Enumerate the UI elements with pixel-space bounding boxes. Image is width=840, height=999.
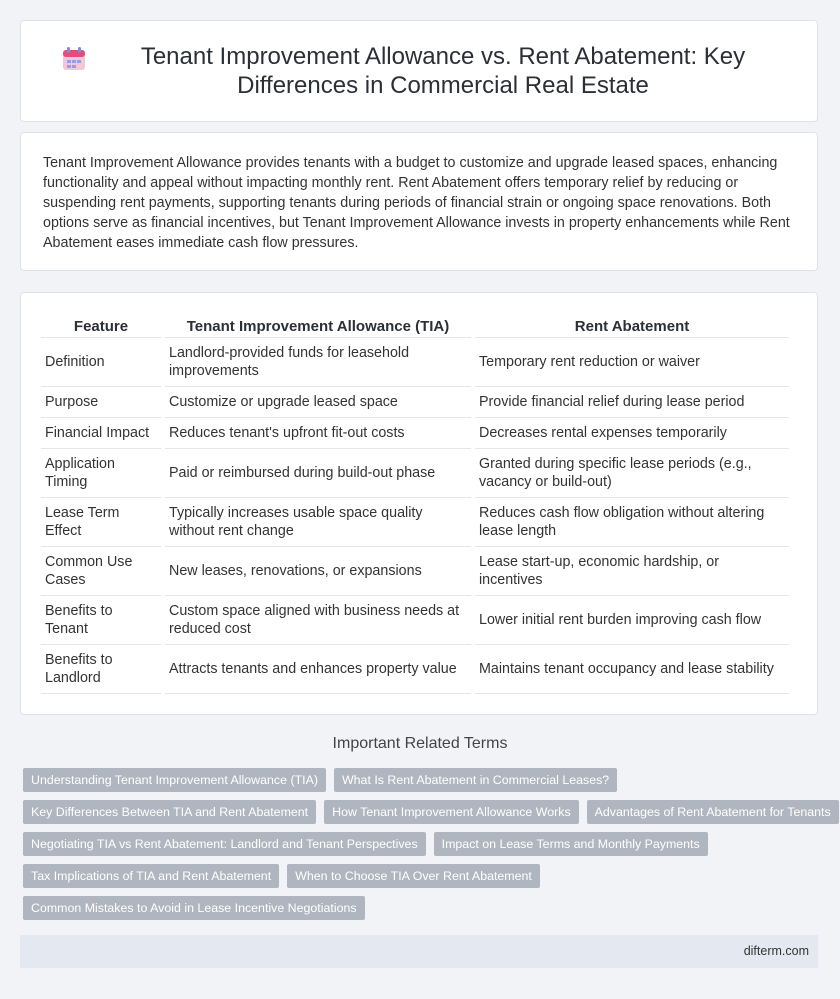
related-term-link[interactable]: Tax Implications of TIA and Rent Abatement (23, 864, 279, 888)
row-feature-cell: Financial Impact (41, 418, 161, 449)
page-title: Tenant Improvement Allowance vs. Rent Abatement: Key Differences in Commercial Real Estate (140, 43, 746, 99)
column-header-rent-abatement: Rent Abatement (475, 311, 789, 338)
row-tia-cell: New leases, renovations, or expansions (165, 547, 471, 596)
row-abatement-cell: Temporary rent reduction or waiver (475, 338, 789, 387)
table-header-row (41, 311, 789, 338)
related-term-link[interactable]: Advantages of Rent Abatement for Tenants (587, 800, 839, 824)
table-row (41, 449, 789, 498)
footer (20, 935, 818, 968)
row-feature-cell: Common Use Cases (41, 547, 161, 596)
tag-row (23, 896, 823, 920)
row-abatement-cell: Lower initial rent burden improving cash flow (475, 596, 789, 645)
related-terms-list (23, 768, 831, 928)
row-tia-cell: Attracts tenants and enhances property value (165, 645, 471, 694)
intro-card (20, 132, 818, 271)
row-feature-cell: Application Timing (41, 449, 161, 498)
intro-text: Tenant Improvement Allowance provides tenants with a budget to customize and upgrade leased spaces, enhancing functionality and appeal without impacting monthly rent. Rent Abatement offers temporary relief by reducing or suspending rent payments, supporting tenants during periods of financial strain or ongoing space renovations. Both options serve as financial incentives, but Tenant Improvement Allowance invests in property enhancements while Rent Abatement eases immediate cash flow pressures. (43, 155, 790, 251)
related-term-link[interactable]: Understanding Tenant Improvement Allowance (TIA) (23, 768, 326, 792)
title-card (20, 20, 818, 122)
row-tia-cell: Paid or reimbursed during build-out phase (165, 449, 471, 498)
table-row (41, 596, 789, 645)
row-tia-cell: Landlord-provided funds for leasehold improvements (165, 338, 471, 387)
tag-row (23, 800, 831, 824)
related-term-link[interactable]: When to Choose TIA Over Rent Abatement (287, 864, 540, 888)
tag-row (23, 832, 823, 856)
related-term-link[interactable]: What Is Rent Abatement in Commercial Leases? (334, 768, 617, 792)
column-header-feature: Feature (41, 311, 161, 338)
row-abatement-cell: Reduces cash flow obligation without altering lease length (475, 498, 789, 547)
table-row (41, 387, 789, 418)
row-abatement-cell: Decreases rental expenses temporarily (475, 418, 789, 449)
row-feature-cell: Purpose (41, 387, 161, 418)
row-feature-cell: Benefits to Landlord (41, 645, 161, 694)
row-tia-cell: Typically increases usable space quality without rent change (165, 498, 471, 547)
row-tia-cell: Reduces tenant's upfront fit-out costs (165, 418, 471, 449)
related-term-link[interactable]: Impact on Lease Terms and Monthly Payments (434, 832, 708, 856)
row-abatement-cell: Granted during specific lease periods (e.g., vacancy or build-out) (475, 449, 789, 498)
table-row (41, 338, 789, 387)
comparison-table-card (20, 292, 818, 715)
table-row (41, 498, 789, 547)
related-term-link[interactable]: Key Differences Between TIA and Rent Abatement (23, 800, 316, 824)
column-header-tia: Tenant Improvement Allowance (TIA) (165, 311, 471, 338)
related-term-link[interactable]: Negotiating TIA vs Rent Abatement: Landlord and Tenant Perspectives (23, 832, 426, 856)
related-terms-title: Important Related Terms (332, 735, 508, 752)
row-tia-cell: Custom space aligned with business needs at reduced cost (165, 596, 471, 645)
calendar-icon (61, 46, 87, 72)
title-wrap (21, 42, 817, 100)
table-row (41, 418, 789, 449)
comparison-table (37, 311, 793, 694)
tag-row (23, 768, 823, 792)
row-tia-cell: Customize or upgrade leased space (165, 387, 471, 418)
related-term-link[interactable]: How Tenant Improvement Allowance Works (324, 800, 579, 824)
row-feature-cell: Lease Term Effect (41, 498, 161, 547)
footer-site-link[interactable]: difterm.com (743, 944, 809, 958)
table-row (41, 547, 789, 596)
row-abatement-cell: Provide financial relief during lease period (475, 387, 789, 418)
tag-row (23, 864, 823, 888)
table-row (41, 645, 789, 694)
row-feature-cell: Benefits to Tenant (41, 596, 161, 645)
row-feature-cell: Definition (41, 338, 161, 387)
row-abatement-cell: Lease start-up, economic hardship, or incentives (475, 547, 789, 596)
related-term-link[interactable]: Common Mistakes to Avoid in Lease Incentive Negotiations (23, 896, 365, 920)
row-abatement-cell: Maintains tenant occupancy and lease stability (475, 645, 789, 694)
